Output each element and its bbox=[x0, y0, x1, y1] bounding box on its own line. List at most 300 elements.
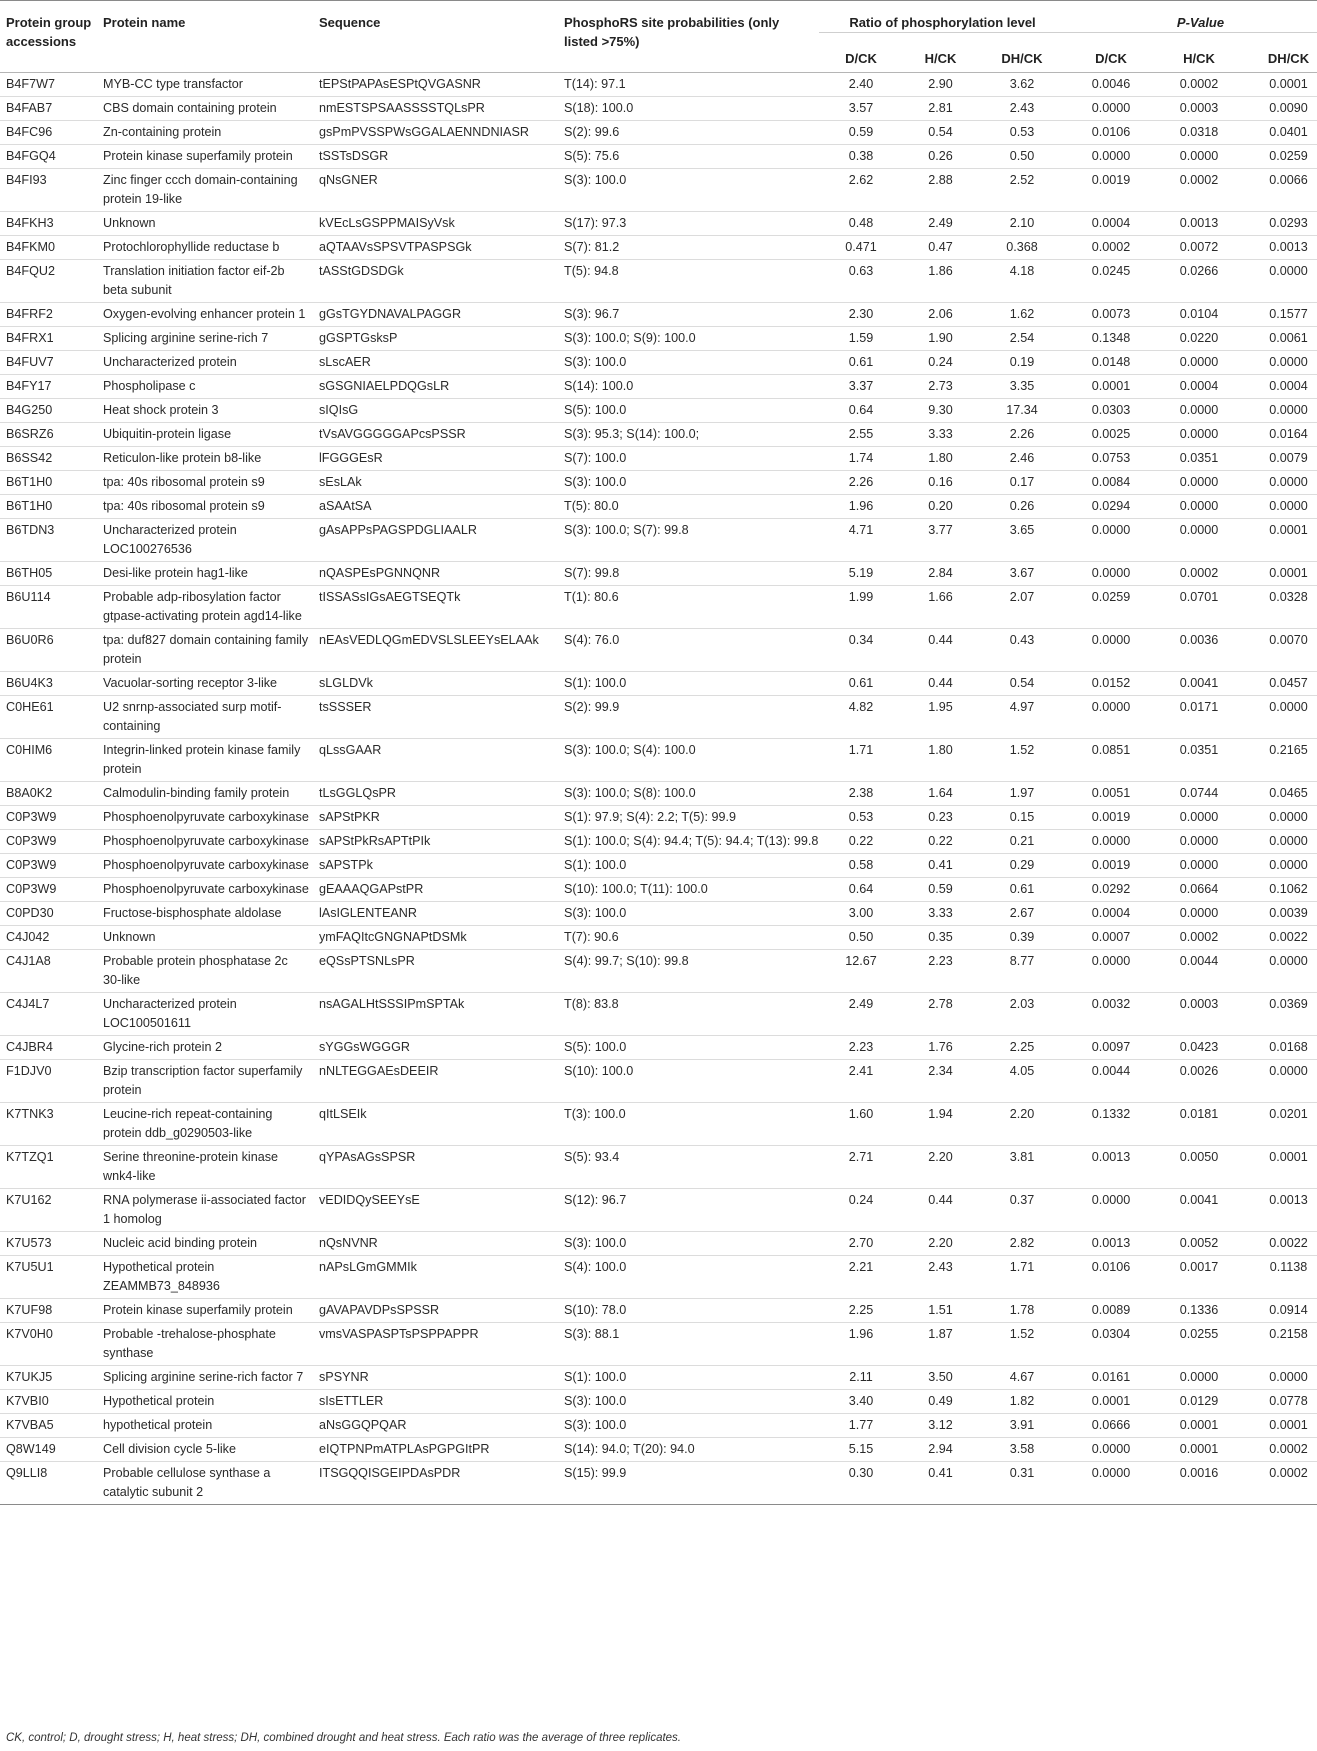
table-row bbox=[0, 1438, 1317, 1462]
cell-sequence: sLscAER bbox=[319, 355, 371, 369]
cell-ratio-h-ck: 1.87 bbox=[928, 1327, 953, 1341]
cell-site-probabilities: S(2): 99.9 bbox=[564, 700, 620, 714]
cell-ratio-d-ck: 2.23 bbox=[848, 1040, 874, 1054]
cell-ratio-dh-ck: 3.81 bbox=[1009, 1150, 1035, 1164]
cell-ratio-h-ck: 0.44 bbox=[928, 1193, 953, 1207]
cell-ratio-d-ck: 2.49 bbox=[848, 997, 874, 1011]
cell-ratio-h-ck: 3.12 bbox=[928, 1418, 953, 1432]
table-row bbox=[0, 806, 1317, 830]
cell-ratio-dh-ck: 1.62 bbox=[1009, 307, 1035, 321]
cell-pvalue-h-ck: 0.0000 bbox=[1179, 906, 1219, 920]
cell-accession: B4FRX1 bbox=[6, 331, 54, 345]
cell-ratio-dh-ck: 8.77 bbox=[1009, 954, 1035, 968]
cell-accession: K7TZQ1 bbox=[6, 1150, 54, 1164]
cell-ratio-dh-ck: 2.46 bbox=[1009, 451, 1035, 465]
cell-ratio-dh-ck: 1.78 bbox=[1009, 1303, 1035, 1317]
cell-accession: B6SRZ6 bbox=[6, 427, 54, 441]
cell-ratio-dh-ck: 17.34 bbox=[1006, 403, 1038, 417]
cell-protein-name: Calmodulin-binding family protein bbox=[103, 786, 290, 800]
cell-pvalue-d-ck: 0.0001 bbox=[1091, 379, 1131, 393]
cell-pvalue-dh-ck: 0.1062 bbox=[1269, 882, 1308, 896]
cell-sequence: gEAAAQGAPstPR bbox=[319, 882, 424, 896]
cell-accession: B6U114 bbox=[6, 590, 51, 604]
cell-ratio-d-ck: 0.48 bbox=[848, 216, 874, 230]
cell-ratio-h-ck: 2.73 bbox=[928, 379, 953, 393]
cell-sequence: tLsGGLQsPR bbox=[319, 786, 396, 800]
cell-accession: K7V0H0 bbox=[6, 1327, 53, 1341]
cell-pvalue-dh-ck: 0.0000 bbox=[1269, 858, 1308, 872]
cell-pvalue-dh-ck: 0.0000 bbox=[1269, 499, 1308, 513]
cell-pvalue-d-ck: 0.0161 bbox=[1091, 1370, 1131, 1384]
cell-ratio-d-ck: 1.96 bbox=[848, 1327, 874, 1341]
table-row bbox=[0, 854, 1317, 878]
cell-pvalue-dh-ck: 0.0079 bbox=[1269, 451, 1308, 465]
cell-ratio-d-ck: 2.25 bbox=[848, 1303, 874, 1317]
table-row bbox=[0, 1060, 1317, 1103]
cell-pvalue-h-ck: 0.0000 bbox=[1179, 858, 1219, 872]
cell-ratio-dh-ck: 0.61 bbox=[1009, 882, 1035, 896]
cell-ratio-d-ck: 3.57 bbox=[848, 101, 874, 115]
table-row bbox=[0, 351, 1317, 375]
cell-ratio-d-ck: 3.37 bbox=[848, 379, 874, 393]
cell-ratio-dh-ck: 4.18 bbox=[1009, 264, 1035, 278]
cell-sequence: gAsAPPsPAGSPDGLIAALR bbox=[319, 523, 477, 537]
cell-ratio-d-ck: 5.19 bbox=[848, 566, 874, 580]
cell-ratio-d-ck: 0.50 bbox=[848, 930, 874, 944]
cell-accession: C0HE61 bbox=[6, 700, 54, 714]
cell-site-probabilities: S(3): 100.0 bbox=[564, 1394, 627, 1408]
cell-ratio-h-ck: 0.24 bbox=[928, 355, 953, 369]
cell-pvalue-h-ck: 0.0050 bbox=[1179, 1150, 1219, 1164]
cell-accession: K7UKJ5 bbox=[6, 1370, 53, 1384]
cell-ratio-d-ck: 1.77 bbox=[848, 1418, 874, 1432]
table-row bbox=[0, 782, 1317, 806]
cell-sequence: sAPStPKR bbox=[319, 810, 380, 824]
cell-site-probabilities: S(3): 100.0 bbox=[564, 906, 627, 920]
cell-protein-name: Translation initiation factor eif-2b beta subunit bbox=[103, 264, 285, 297]
cell-protein-name: tpa: 40s ribosomal protein s9 bbox=[103, 475, 265, 489]
cell-ratio-dh-ck: 0.19 bbox=[1009, 355, 1035, 369]
cell-ratio-d-ck: 3.40 bbox=[848, 1394, 874, 1408]
cell-pvalue-d-ck: 0.0025 bbox=[1091, 427, 1131, 441]
cell-ratio-h-ck: 3.33 bbox=[928, 427, 953, 441]
cell-pvalue-h-ck: 0.0000 bbox=[1179, 475, 1219, 489]
cell-ratio-h-ck: 2.23 bbox=[928, 954, 953, 968]
header-pvalue-h-ck: H/CK bbox=[1156, 33, 1240, 73]
cell-ratio-dh-ck: 0.43 bbox=[1009, 633, 1035, 647]
cell-accession: C0HIM6 bbox=[6, 743, 53, 757]
cell-pvalue-h-ck: 0.0001 bbox=[1179, 1442, 1219, 1456]
cell-ratio-h-ck: 0.59 bbox=[928, 882, 953, 896]
cell-ratio-d-ck: 2.38 bbox=[848, 786, 874, 800]
cell-ratio-dh-ck: 1.82 bbox=[1009, 1394, 1035, 1408]
cell-sequence: nsAGALHtSSSIPmSPTAk bbox=[319, 997, 465, 1011]
cell-site-probabilities: S(5): 100.0 bbox=[564, 1040, 627, 1054]
cell-ratio-d-ck: 0.63 bbox=[848, 264, 874, 278]
cell-protein-name: Protein kinase superfamily protein bbox=[103, 1303, 293, 1317]
cell-accession: Q9LLI8 bbox=[6, 1466, 48, 1480]
cell-ratio-dh-ck: 0.39 bbox=[1009, 930, 1035, 944]
cell-pvalue-h-ck: 0.0036 bbox=[1179, 633, 1219, 647]
cell-ratio-h-ck: 2.88 bbox=[928, 173, 953, 187]
cell-pvalue-d-ck: 0.0000 bbox=[1091, 566, 1131, 580]
table-row bbox=[0, 1103, 1317, 1146]
cell-accession: B6T1H0 bbox=[6, 475, 53, 489]
cell-pvalue-d-ck: 0.0294 bbox=[1091, 499, 1131, 513]
cell-pvalue-h-ck: 0.0002 bbox=[1179, 566, 1219, 580]
table-row bbox=[0, 1299, 1317, 1323]
cell-ratio-d-ck: 1.99 bbox=[848, 590, 874, 604]
cell-pvalue-h-ck: 0.0266 bbox=[1179, 264, 1219, 278]
table-row bbox=[0, 1323, 1317, 1366]
cell-ratio-dh-ck: 1.52 bbox=[1009, 1327, 1035, 1341]
cell-ratio-h-ck: 0.54 bbox=[928, 125, 953, 139]
cell-ratio-h-ck: 0.23 bbox=[928, 810, 953, 824]
cell-ratio-dh-ck: 3.67 bbox=[1009, 566, 1035, 580]
table-row bbox=[0, 169, 1317, 212]
cell-site-probabilities: S(7): 99.8 bbox=[564, 566, 620, 580]
cell-accession: K7VBA5 bbox=[6, 1418, 54, 1432]
cell-ratio-d-ck: 2.71 bbox=[848, 1150, 874, 1164]
cell-ratio-dh-ck: 0.15 bbox=[1009, 810, 1035, 824]
header-ratio-h-ck: H/CK bbox=[901, 33, 978, 73]
cell-pvalue-dh-ck: 0.0401 bbox=[1269, 125, 1308, 139]
cell-protein-name: U2 snrnp-associated surp motif-containing bbox=[103, 700, 282, 733]
cell-pvalue-dh-ck: 0.0000 bbox=[1269, 700, 1308, 714]
header-ratio-group: Ratio of phosphorylation level bbox=[819, 1, 1064, 33]
cell-accession: C0P3W9 bbox=[6, 858, 57, 872]
cell-protein-name: Phosphoenolpyruvate carboxykinase bbox=[103, 882, 309, 896]
cell-protein-name: Protein kinase superfamily protein bbox=[103, 149, 293, 163]
cell-ratio-h-ck: 2.20 bbox=[928, 1150, 953, 1164]
table-row bbox=[0, 562, 1317, 586]
cell-protein-name: RNA polymerase ii-associated factor 1 homolog bbox=[103, 1193, 306, 1226]
cell-pvalue-d-ck: 0.0000 bbox=[1091, 1193, 1131, 1207]
cell-sequence: gGSPTGsksP bbox=[319, 331, 398, 345]
cell-protein-name: Nucleic acid binding protein bbox=[103, 1236, 258, 1250]
cell-protein-name: Ubiquitin-protein ligase bbox=[103, 427, 232, 441]
cell-site-probabilities: S(18): 100.0 bbox=[564, 101, 634, 115]
cell-protein-name: Probable adp-ribosylation factor gtpase-activating protein agd14-like bbox=[103, 590, 302, 623]
cell-accession: B4FQU2 bbox=[6, 264, 55, 278]
cell-pvalue-d-ck: 0.0007 bbox=[1091, 930, 1131, 944]
cell-sequence: vmsVASPASPTsPSPPAPPR bbox=[319, 1327, 479, 1341]
header-pvalue-group: P-Value bbox=[1064, 1, 1317, 33]
cell-pvalue-h-ck: 0.0220 bbox=[1179, 331, 1219, 345]
cell-sequence: nAPsLGmGMMIk bbox=[319, 1260, 417, 1274]
cell-pvalue-dh-ck: 0.0914 bbox=[1269, 1303, 1308, 1317]
cell-pvalue-d-ck: 0.0019 bbox=[1091, 858, 1131, 872]
table-row bbox=[0, 739, 1317, 782]
cell-protein-name: Serine threonine-protein kinase wnk4-like bbox=[103, 1150, 279, 1183]
cell-ratio-dh-ck: 3.58 bbox=[1009, 1442, 1035, 1456]
cell-pvalue-dh-ck: 0.0000 bbox=[1269, 355, 1308, 369]
cell-site-probabilities: S(5): 100.0 bbox=[564, 403, 627, 417]
cell-ratio-h-ck: 1.95 bbox=[928, 700, 953, 714]
cell-sequence: sAPSTPk bbox=[319, 858, 373, 872]
cell-sequence: ITSGQQISGEIPDAsPDR bbox=[319, 1466, 461, 1480]
cell-sequence: tISSASsIGsAEGTSEQTk bbox=[319, 590, 461, 604]
cell-accession: B4F7W7 bbox=[6, 77, 55, 91]
cell-pvalue-h-ck: 0.0003 bbox=[1179, 101, 1219, 115]
header-ratio-d-ck: D/CK bbox=[819, 33, 901, 73]
table-row bbox=[0, 447, 1317, 471]
cell-site-probabilities: S(15): 99.9 bbox=[564, 1466, 627, 1480]
cell-pvalue-dh-ck: 0.0168 bbox=[1269, 1040, 1308, 1054]
table-row bbox=[0, 399, 1317, 423]
cell-accession: K7U162 bbox=[6, 1193, 52, 1207]
cell-pvalue-h-ck: 0.0664 bbox=[1179, 882, 1219, 896]
cell-protein-name: Splicing arginine serine-rich 7 bbox=[103, 331, 269, 345]
table-row bbox=[0, 97, 1317, 121]
cell-ratio-dh-ck: 2.25 bbox=[1009, 1040, 1035, 1054]
cell-sequence: sYGGsWGGGR bbox=[319, 1040, 410, 1054]
cell-pvalue-d-ck: 0.0851 bbox=[1091, 743, 1131, 757]
cell-pvalue-dh-ck: 0.0293 bbox=[1269, 216, 1308, 230]
cell-pvalue-dh-ck: 0.0001 bbox=[1269, 1150, 1308, 1164]
cell-protein-name: Phospholipase c bbox=[103, 379, 196, 393]
cell-pvalue-h-ck: 0.0003 bbox=[1179, 997, 1219, 1011]
cell-pvalue-h-ck: 0.0000 bbox=[1179, 523, 1219, 537]
cell-ratio-d-ck: 0.61 bbox=[848, 355, 874, 369]
cell-sequence: lAsIGLENTEANR bbox=[319, 906, 417, 920]
cell-pvalue-h-ck: 0.0002 bbox=[1179, 173, 1219, 187]
cell-site-probabilities: S(10): 100.0 bbox=[564, 1064, 634, 1078]
cell-protein-name: Leucine-rich repeat-containing protein ddb_g0290503-like bbox=[103, 1107, 273, 1140]
cell-protein-name: Uncharacterized protein bbox=[103, 355, 237, 369]
cell-pvalue-dh-ck: 0.2165 bbox=[1269, 743, 1308, 757]
cell-ratio-dh-ck: 3.62 bbox=[1009, 77, 1035, 91]
cell-ratio-d-ck: 3.00 bbox=[848, 906, 874, 920]
cell-pvalue-h-ck: 0.0181 bbox=[1179, 1107, 1219, 1121]
table-row bbox=[0, 471, 1317, 495]
cell-ratio-h-ck: 2.06 bbox=[928, 307, 953, 321]
cell-pvalue-h-ck: 0.0017 bbox=[1179, 1260, 1219, 1274]
cell-site-probabilities: T(5): 80.0 bbox=[564, 499, 619, 513]
cell-accession: K7TNK3 bbox=[6, 1107, 54, 1121]
cell-ratio-h-ck: 2.90 bbox=[928, 77, 953, 91]
cell-site-probabilities: S(7): 100.0 bbox=[564, 451, 627, 465]
cell-accession: C4J1A8 bbox=[6, 954, 51, 968]
cell-pvalue-h-ck: 0.0255 bbox=[1179, 1327, 1219, 1341]
table-row bbox=[0, 586, 1317, 629]
cell-ratio-d-ck: 0.61 bbox=[848, 676, 874, 690]
cell-pvalue-d-ck: 0.0666 bbox=[1091, 1418, 1131, 1432]
cell-protein-name: tpa: duf827 domain containing family protein bbox=[103, 633, 309, 666]
cell-accession: B4FKM0 bbox=[6, 240, 55, 254]
cell-ratio-dh-ck: 3.65 bbox=[1009, 523, 1035, 537]
cell-pvalue-d-ck: 0.0000 bbox=[1091, 101, 1131, 115]
cell-pvalue-dh-ck: 0.0070 bbox=[1269, 633, 1308, 647]
cell-protein-name: Reticulon-like protein b8-like bbox=[103, 451, 262, 465]
table-row bbox=[0, 375, 1317, 399]
cell-sequence: aSAAtSA bbox=[319, 499, 372, 513]
cell-protein-name: Uncharacterized protein LOC100276536 bbox=[103, 523, 237, 556]
cell-site-probabilities: S(3): 100.0; S(7): 99.8 bbox=[564, 523, 689, 537]
cell-pvalue-d-ck: 0.0245 bbox=[1091, 264, 1131, 278]
cell-pvalue-d-ck: 0.0292 bbox=[1091, 882, 1131, 896]
cell-pvalue-dh-ck: 0.0000 bbox=[1269, 403, 1308, 417]
cell-sequence: aNsGGQPQAR bbox=[319, 1418, 407, 1432]
cell-pvalue-d-ck: 0.0013 bbox=[1091, 1236, 1131, 1250]
cell-ratio-h-ck: 2.34 bbox=[928, 1064, 953, 1078]
cell-site-probabilities: S(7): 81.2 bbox=[564, 240, 620, 254]
cell-site-probabilities: T(8): 83.8 bbox=[564, 997, 619, 1011]
cell-pvalue-h-ck: 0.0002 bbox=[1179, 77, 1219, 91]
cell-accession: B8A0K2 bbox=[6, 786, 53, 800]
cell-sequence: gGsTGYDNAVALPAGGR bbox=[319, 307, 462, 321]
cell-protein-name: Uncharacterized protein LOC100501611 bbox=[103, 997, 237, 1030]
cell-ratio-dh-ck: 0.50 bbox=[1009, 149, 1035, 163]
cell-pvalue-h-ck: 0.0000 bbox=[1179, 403, 1219, 417]
cell-ratio-h-ck: 1.64 bbox=[928, 786, 953, 800]
cell-pvalue-dh-ck: 0.1138 bbox=[1269, 1260, 1308, 1274]
cell-accession: B6SS42 bbox=[6, 451, 53, 465]
cell-pvalue-h-ck: 0.0000 bbox=[1179, 149, 1219, 163]
cell-protein-name: Cell division cycle 5-like bbox=[103, 1442, 236, 1456]
cell-pvalue-d-ck: 0.0000 bbox=[1091, 700, 1131, 714]
cell-ratio-h-ck: 2.43 bbox=[928, 1260, 953, 1274]
cell-ratio-d-ck: 5.15 bbox=[848, 1442, 874, 1456]
cell-pvalue-dh-ck: 0.0090 bbox=[1269, 101, 1308, 115]
header-protein-name: Protein name bbox=[97, 1, 313, 73]
cell-pvalue-dh-ck: 0.0457 bbox=[1269, 676, 1308, 690]
cell-pvalue-d-ck: 0.0001 bbox=[1091, 1394, 1131, 1408]
cell-ratio-dh-ck: 1.97 bbox=[1009, 786, 1035, 800]
cell-ratio-h-ck: 2.94 bbox=[928, 1442, 953, 1456]
cell-ratio-d-ck: 1.74 bbox=[848, 451, 874, 465]
cell-accession: B4FRF2 bbox=[6, 307, 53, 321]
cell-ratio-h-ck: 0.41 bbox=[928, 858, 953, 872]
cell-pvalue-h-ck: 0.0044 bbox=[1179, 954, 1219, 968]
cell-pvalue-dh-ck: 0.2158 bbox=[1269, 1327, 1308, 1341]
cell-pvalue-d-ck: 0.0084 bbox=[1091, 475, 1131, 489]
table-row bbox=[0, 303, 1317, 327]
table-header bbox=[0, 1, 1317, 73]
cell-protein-name: Phosphoenolpyruvate carboxykinase bbox=[103, 834, 309, 848]
table-row bbox=[0, 902, 1317, 926]
cell-sequence: sIQIsG bbox=[319, 403, 359, 417]
table-row bbox=[0, 121, 1317, 145]
cell-ratio-d-ck: 2.26 bbox=[848, 475, 874, 489]
cell-pvalue-dh-ck: 0.0013 bbox=[1269, 1193, 1308, 1207]
cell-pvalue-h-ck: 0.0000 bbox=[1179, 1370, 1219, 1384]
cell-pvalue-d-ck: 0.0002 bbox=[1091, 240, 1131, 254]
table-row bbox=[0, 926, 1317, 950]
cell-pvalue-dh-ck: 0.0328 bbox=[1269, 590, 1308, 604]
cell-site-probabilities: S(1): 100.0; S(4): 94.4; T(5): 94.4; T(13): 99.8 bbox=[564, 834, 819, 848]
cell-ratio-h-ck: 1.80 bbox=[928, 451, 953, 465]
cell-ratio-dh-ck: 2.43 bbox=[1009, 101, 1035, 115]
cell-pvalue-dh-ck: 0.0259 bbox=[1269, 149, 1308, 163]
cell-ratio-d-ck: 0.30 bbox=[848, 1466, 874, 1480]
cell-protein-name: Probable protein phosphatase 2c 30-like bbox=[103, 954, 288, 987]
header-pvalue-d-ck: D/CK bbox=[1064, 33, 1156, 73]
cell-protein-name: CBS domain containing protein bbox=[103, 101, 277, 115]
cell-pvalue-h-ck: 0.0744 bbox=[1179, 786, 1219, 800]
cell-pvalue-h-ck: 0.0701 bbox=[1179, 590, 1219, 604]
cell-ratio-h-ck: 3.33 bbox=[928, 906, 953, 920]
cell-site-probabilities: S(3): 100.0; S(9): 100.0 bbox=[564, 331, 696, 345]
cell-ratio-d-ck: 0.22 bbox=[848, 834, 874, 848]
cell-protein-name: Hypothetical protein bbox=[103, 1394, 215, 1408]
cell-pvalue-dh-ck: 0.0000 bbox=[1269, 834, 1308, 848]
cell-accession: B4FAB7 bbox=[6, 101, 53, 115]
cell-accession: C0P3W9 bbox=[6, 834, 57, 848]
cell-ratio-dh-ck: 2.52 bbox=[1009, 173, 1035, 187]
cell-protein-name: Heat shock protein 3 bbox=[103, 403, 219, 417]
cell-ratio-dh-ck: 2.03 bbox=[1009, 997, 1035, 1011]
cell-accession: C0P3W9 bbox=[6, 882, 57, 896]
cell-site-probabilities: S(1): 100.0 bbox=[564, 858, 627, 872]
cell-accession: B4FC96 bbox=[6, 125, 53, 139]
cell-ratio-d-ck: 2.21 bbox=[848, 1260, 874, 1274]
cell-site-probabilities: S(3): 100.0; S(4): 100.0 bbox=[564, 743, 696, 757]
cell-ratio-dh-ck: 4.97 bbox=[1009, 700, 1035, 714]
cell-site-probabilities: S(3): 100.0 bbox=[564, 1418, 627, 1432]
cell-pvalue-h-ck: 0.0072 bbox=[1179, 240, 1219, 254]
cell-protein-name: Unknown bbox=[103, 216, 156, 230]
cell-pvalue-dh-ck: 0.0164 bbox=[1269, 427, 1308, 441]
cell-pvalue-d-ck: 0.0000 bbox=[1091, 954, 1131, 968]
cell-pvalue-d-ck: 0.0044 bbox=[1091, 1064, 1131, 1078]
table-row bbox=[0, 696, 1317, 739]
cell-pvalue-dh-ck: 0.0002 bbox=[1269, 1466, 1308, 1480]
cell-pvalue-d-ck: 0.0259 bbox=[1091, 590, 1131, 604]
cell-pvalue-h-ck: 0.0001 bbox=[1179, 1418, 1219, 1432]
cell-ratio-d-ck: 1.60 bbox=[848, 1107, 874, 1121]
cell-pvalue-h-ck: 0.0000 bbox=[1179, 499, 1219, 513]
cell-ratio-d-ck: 0.24 bbox=[848, 1193, 874, 1207]
table-row bbox=[0, 423, 1317, 447]
header-accession: Protein group accessions bbox=[0, 1, 97, 73]
cell-pvalue-h-ck: 0.0041 bbox=[1179, 1193, 1219, 1207]
cell-pvalue-d-ck: 0.1332 bbox=[1091, 1107, 1131, 1121]
cell-accession: C0PD30 bbox=[6, 906, 54, 920]
table-row bbox=[0, 1189, 1317, 1232]
cell-ratio-h-ck: 0.44 bbox=[928, 633, 953, 647]
cell-ratio-h-ck: 1.51 bbox=[928, 1303, 953, 1317]
cell-sequence: nQsNVNR bbox=[319, 1236, 378, 1250]
cell-ratio-dh-ck: 2.10 bbox=[1009, 216, 1035, 230]
cell-ratio-h-ck: 3.50 bbox=[928, 1370, 953, 1384]
cell-ratio-h-ck: 0.49 bbox=[928, 1394, 953, 1408]
cell-pvalue-dh-ck: 0.0201 bbox=[1269, 1107, 1308, 1121]
cell-site-probabilities: S(10): 78.0 bbox=[564, 1303, 627, 1317]
cell-ratio-d-ck: 2.62 bbox=[848, 173, 874, 187]
table-row bbox=[0, 73, 1317, 97]
cell-pvalue-dh-ck: 0.0001 bbox=[1269, 77, 1308, 91]
cell-site-probabilities: S(3): 100.0 bbox=[564, 475, 627, 489]
cell-pvalue-h-ck: 0.0000 bbox=[1179, 834, 1219, 848]
cell-pvalue-dh-ck: 0.0002 bbox=[1269, 1442, 1308, 1456]
cell-protein-name: Vacuolar-sorting receptor 3-like bbox=[103, 676, 278, 690]
cell-ratio-h-ck: 0.44 bbox=[928, 676, 953, 690]
cell-site-probabilities: T(5): 94.8 bbox=[564, 264, 619, 278]
cell-protein-name: Hypothetical protein ZEAMMB73_848936 bbox=[103, 1260, 220, 1293]
cell-pvalue-d-ck: 0.0106 bbox=[1091, 125, 1131, 139]
cell-pvalue-dh-ck: 0.0066 bbox=[1269, 173, 1308, 187]
cell-pvalue-d-ck: 0.0032 bbox=[1091, 997, 1131, 1011]
cell-site-probabilities: S(17): 97.3 bbox=[564, 216, 627, 230]
cell-protein-name: Phosphoenolpyruvate carboxykinase bbox=[103, 810, 309, 824]
cell-protein-name: Protochlorophyllide reductase b bbox=[103, 240, 280, 254]
cell-ratio-h-ck: 0.41 bbox=[928, 1466, 953, 1480]
cell-pvalue-h-ck: 0.0129 bbox=[1179, 1394, 1219, 1408]
cell-ratio-d-ck: 0.34 bbox=[848, 633, 874, 647]
cell-pvalue-dh-ck: 0.0039 bbox=[1269, 906, 1308, 920]
cell-ratio-dh-ck: 0.37 bbox=[1009, 1193, 1035, 1207]
